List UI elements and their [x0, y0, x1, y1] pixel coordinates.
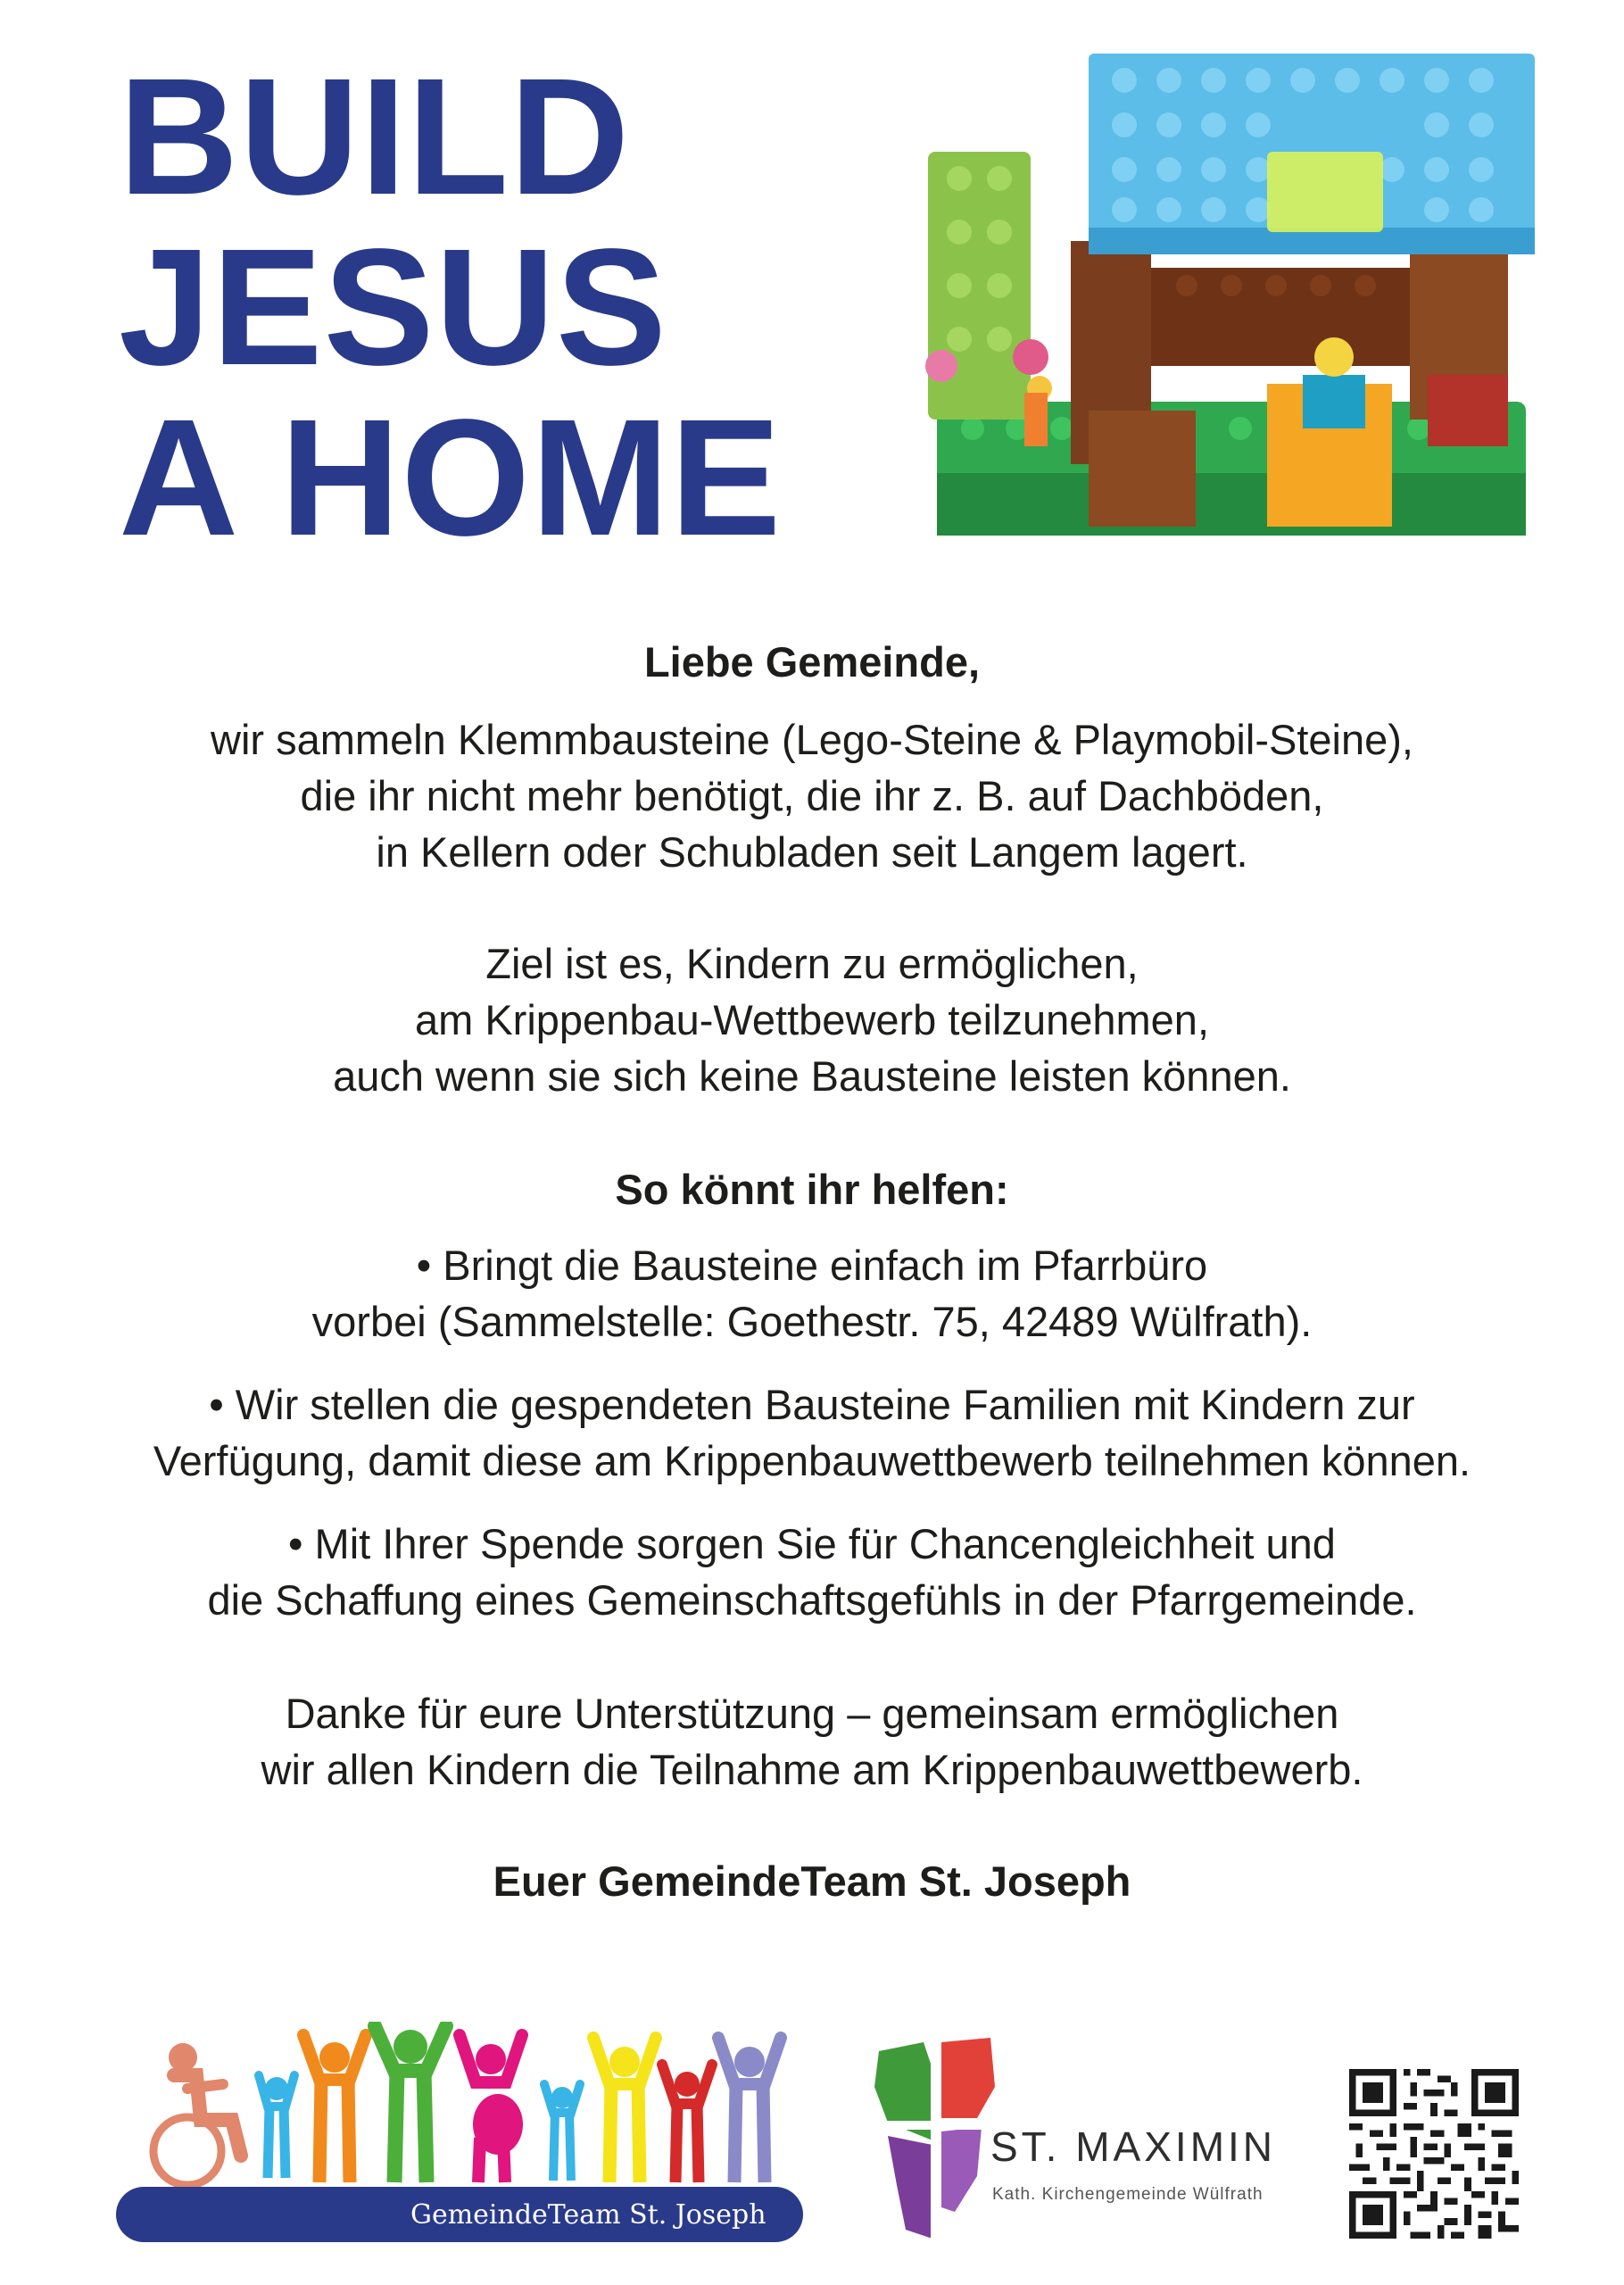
headline-line: A HOME: [119, 386, 783, 570]
goal-paragraph: [36, 935, 1588, 1104]
text-line: am Krippenbau-Wettbewerb teilzunehmen,: [414, 996, 1210, 1043]
text-line: die ihr nicht mehr benötigt, die ihr z. B. auf Dachböden,: [300, 772, 1324, 819]
parish-subtitle: Kath. Kirchengemeinde Wülfrath: [992, 2185, 1264, 2204]
bullet-item: [36, 1237, 1588, 1350]
text-line: Danke für eure Unterstützung – gemeinsam ermöglichen: [285, 1690, 1339, 1737]
headline: [119, 45, 783, 570]
qr-code-icon: [1349, 2069, 1519, 2239]
text-line: • Wir stellen die gespendeten Bausteine Familien mit Kindern zur: [209, 1381, 1415, 1428]
bullet-item: [36, 1376, 1588, 1489]
text-line: • Mit Ihrer Spende sorgen Sie für Chancengleichheit und: [288, 1520, 1336, 1567]
text-line: wir sammeln Klemmbausteine (Lego-Steine & Playmobil-Steine),: [211, 716, 1413, 763]
text-line: auch wenn sie sich keine Bausteine leisten können.: [333, 1052, 1291, 1100]
intro-paragraph: [36, 711, 1588, 880]
people-group-icon: [116, 2022, 803, 2200]
text-line: • Bringt die Bausteine einfach im Pfarrbüro: [416, 1242, 1208, 1289]
bullet-item: [36, 1516, 1588, 1628]
lego-house-illustration: [910, 54, 1553, 553]
signature: Euer GemeindeTeam St. Joseph: [493, 1857, 1131, 1905]
help-heading: So könnt ihr helfen:: [615, 1166, 1009, 1213]
text-line: die Schaffung eines Gemeinschaftsgefühls in der Pfarrgemeinde.: [207, 1576, 1417, 1624]
team-logo-name: GemeindeTeam St. Joseph: [410, 2199, 766, 2231]
text-line: wir allen Kindern die Teilnahme am Krippenbauwettbewerb.: [261, 1746, 1363, 1793]
headline-line: JESUS: [119, 215, 667, 400]
text-line: vorbei (Sammelstelle: Goethestr. 75, 42489 Wülfrath).: [311, 1298, 1313, 1345]
text-line: in Kellern oder Schubladen seit Langem lagert.: [376, 828, 1248, 876]
text-line: Ziel ist es, Kindern zu ermöglichen,: [485, 940, 1139, 987]
text-line: Verfügung, damit diese am Krippenbauwettbewerb teilnehmen können.: [153, 1437, 1471, 1484]
parish-logo: [870, 2033, 1289, 2248]
salutation: Liebe Gemeinde,: [643, 638, 981, 686]
letter-body: [36, 625, 1588, 1909]
thanks-paragraph: [36, 1685, 1588, 1798]
team-logo: [116, 2022, 803, 2245]
parish-name: ST. MAXIMIN: [990, 2123, 1277, 2170]
headline-line: BUILD: [119, 45, 631, 229]
parish-cross-map-icon: [870, 2033, 995, 2248]
